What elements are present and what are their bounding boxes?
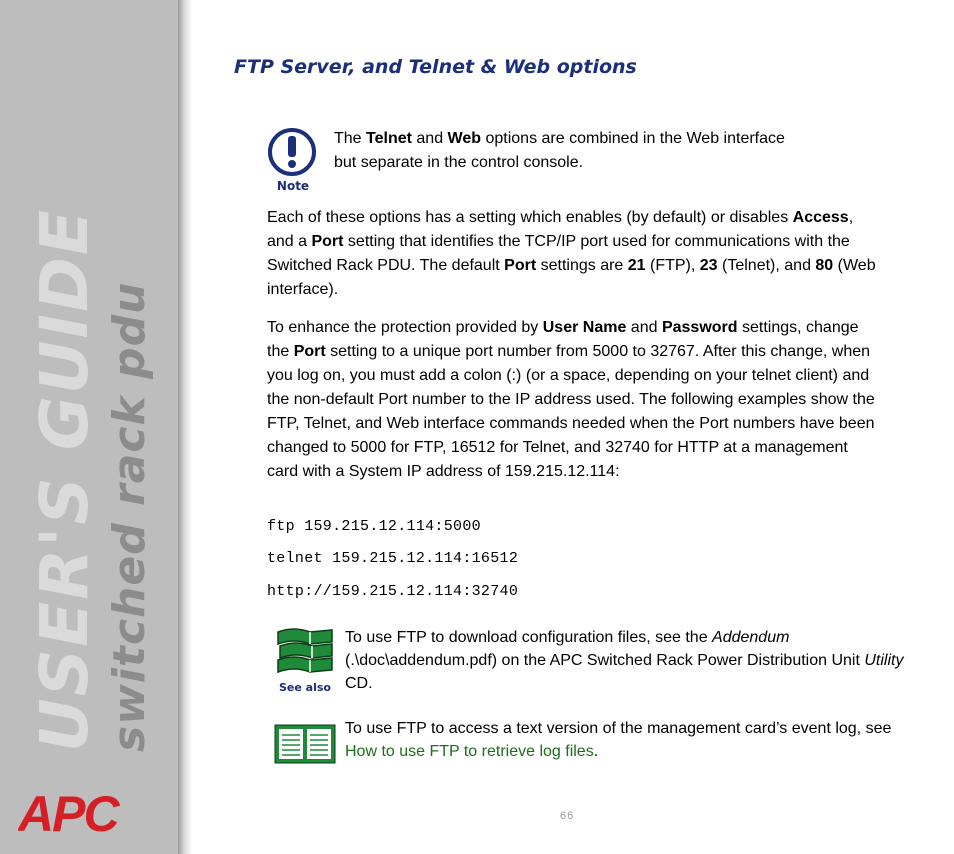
see-also-text: To use FTP to download configuration files, see the Addendum (.\doc\addendum.pdf) on the APC Switched Rack Power Distribution Unit Utility CD.: [345, 629, 904, 692]
options-paragraph: Each of these options has a setting which enables (by default) or disables Access, and a Port setting that identifies the TCP/IP port used for communications with the Switched Rack PDU. The default Port settings are 21 (FTP), 23 (Telnet), and 80 (Web interface).: [267, 209, 876, 298]
note-text: The Telnet and Web options are combined in the Web interface but separate in the control console.: [334, 130, 785, 171]
log-files-link[interactable]: How to use FTP to retrieve log files: [345, 743, 594, 760]
open-book-icon: [274, 724, 336, 764]
section-title: FTP Server, and Telnet & Web options: [234, 56, 637, 78]
guide-subtitle: switched rack pdu: [104, 281, 155, 752]
log-reference-text: To use FTP to access a text version of the management card’s event log, see How to use FTP to retrieve log files.: [345, 720, 892, 760]
see-also-label: See also: [279, 681, 331, 694]
sidebar-shadow: [178, 0, 192, 854]
note-icon: [266, 124, 322, 194]
port-paragraph: To enhance the protection provided by User Name and Password settings, change the Port setting to a unique port number from 5000 to 32767. After this change, when you log on, you must add a colon (:) (or a space, depending on your telnet client) and the non-default Port number to the IP address used. The following examples show the FTP, Telnet, and Web interface commands needed when the Port numbers have been changed to 5000 for FTP, 16512 for Telnet, and 32740 for HTTP at a management card with a System IP address of 159.215.12.114:: [267, 319, 875, 480]
code-http-example: http://159.215.12.114:32740: [267, 583, 519, 600]
guide-title: USER'S GUIDE: [26, 208, 103, 752]
code-ftp-example: ftp 159.215.12.114:5000: [267, 518, 481, 535]
code-telnet-example: telnet 159.215.12.114:16512: [267, 550, 519, 567]
apc-logo: [18, 788, 163, 841]
page-number: 66: [560, 810, 575, 822]
apc-logo-text: APC: [18, 788, 118, 836]
note-icon-label: Note: [276, 179, 310, 193]
see-also-books-icon: [274, 626, 336, 696]
